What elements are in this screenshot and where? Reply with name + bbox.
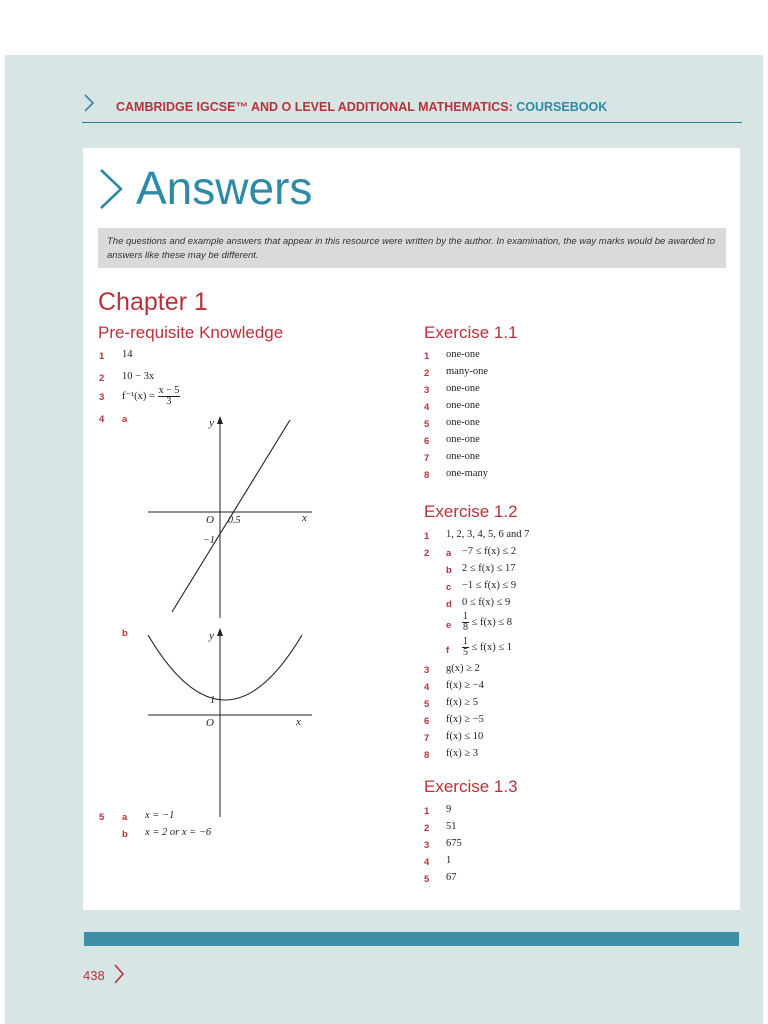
question-number: 7: [424, 733, 430, 744]
chapter-heading: Chapter 1: [98, 288, 208, 316]
answer-text: 10 − 3x: [122, 371, 155, 382]
y-axis-arrow-icon: [217, 628, 223, 636]
answer-text: 14: [122, 349, 133, 360]
answer-rest: ≤ f(x) ≤ 1: [471, 641, 513, 653]
fraction: [462, 612, 469, 633]
question-number: 7: [424, 453, 430, 464]
header-title: [116, 100, 607, 114]
y-intercept-label: 1: [210, 695, 215, 706]
header-title-accent: COURSEBOOK: [516, 100, 608, 114]
question-number: 4: [424, 857, 430, 868]
disclaimer-box: [98, 228, 726, 268]
fraction: [158, 386, 181, 407]
fraction-numerator: 1: [463, 636, 468, 647]
answer-text: f(x) ≥ 3: [446, 748, 479, 759]
question-number: 5: [99, 812, 105, 823]
answer-text: 9: [446, 804, 452, 815]
answer-text: [122, 386, 180, 407]
answer-text: 1: [446, 855, 452, 866]
answer-text: 67: [446, 872, 457, 883]
question-number: 8: [424, 750, 430, 761]
answer-text: one-one: [446, 417, 480, 428]
chevron-right-icon: [82, 92, 96, 114]
question-number: 2: [424, 823, 430, 834]
page-number: 438: [83, 968, 105, 983]
answer-text: f(x) ≥ −4: [446, 680, 484, 691]
part-label: d: [446, 599, 452, 610]
question-number: 6: [424, 716, 430, 727]
answer-text: f(x) ≥ −5: [446, 714, 484, 725]
chevron-right-icon: [96, 166, 126, 212]
answer-text: −1 ≤ f(x) ≤ 9: [462, 580, 517, 591]
origin-label: O: [206, 717, 214, 729]
footer-band: [84, 932, 739, 946]
part-label: a: [446, 548, 452, 559]
part-label: b: [122, 829, 128, 840]
answer-text: one-many: [446, 468, 488, 479]
part-label: a: [122, 812, 128, 823]
question-number: 8: [424, 470, 430, 481]
question-number: 4: [424, 402, 430, 413]
graph-b: [140, 625, 320, 820]
question-number: 1: [424, 351, 430, 362]
question-number: 5: [424, 874, 430, 885]
answer-text: 0 ≤ f(x) ≤ 9: [462, 597, 511, 608]
answer-text: [462, 637, 512, 658]
answer-text: 1, 2, 3, 4, 5, 6 and 7: [446, 529, 530, 540]
question-number: 2: [424, 548, 430, 559]
answer-text: 51: [446, 821, 457, 832]
graph-curve: [148, 635, 302, 700]
fraction: [462, 637, 469, 658]
x-axis-label: x: [302, 512, 307, 524]
question-number: 3: [99, 392, 105, 403]
question-number: 5: [424, 699, 430, 710]
answer-text: one-one: [446, 383, 480, 394]
y-axis-label: y: [209, 630, 214, 642]
answer-text: many-one: [446, 366, 488, 377]
page-title-text: Answers: [136, 162, 313, 214]
answer-text: f(x) ≤ 10: [446, 731, 484, 742]
x-intercept-label: 0.5: [228, 515, 241, 526]
prereq-heading: Pre-requisite Knowledge: [98, 323, 284, 342]
y-axis-arrow-icon: [217, 416, 223, 424]
answer-text: f(x) ≥ 5: [446, 697, 479, 708]
question-number: 4: [424, 682, 430, 693]
exercise-1-1-heading: Exercise 1.1: [424, 323, 518, 342]
answer-text: 675: [446, 838, 462, 849]
question-number: 5: [424, 419, 430, 430]
answer-text: −7 ≤ f(x) ≤ 2: [462, 546, 517, 557]
answer-text: one-one: [446, 451, 480, 462]
answer-text: x = −1: [145, 810, 175, 821]
question-number: 2: [99, 373, 105, 384]
question-number: 2: [424, 368, 430, 379]
question-number: 4: [99, 414, 105, 425]
answer-text: one-one: [446, 400, 480, 411]
question-number: 1: [424, 806, 430, 817]
fraction-denominator: 3: [166, 396, 172, 407]
part-label: f: [446, 645, 450, 656]
part-label: c: [446, 582, 452, 593]
answer-text: g(x) ≥ 2: [446, 663, 480, 674]
chevron-right-icon: [112, 962, 126, 986]
part-label: e: [446, 620, 452, 631]
answer-prefix: f⁻¹(x) =: [122, 390, 155, 402]
question-number: 3: [424, 840, 430, 851]
fraction-denominator: 8: [463, 622, 468, 633]
origin-label: O: [206, 514, 214, 526]
part-label: a: [122, 414, 128, 425]
exercise-1-3-heading: Exercise 1.3: [424, 777, 518, 796]
question-number: 1: [424, 531, 430, 542]
question-number: 3: [424, 385, 430, 396]
fraction-numerator: 1: [463, 611, 468, 622]
fraction-numerator: x − 5: [158, 385, 180, 396]
answer-text: 2 ≤ f(x) ≤ 17: [462, 563, 516, 574]
answer-text: [462, 612, 512, 633]
part-label: b: [446, 565, 452, 576]
answer-rest: ≤ f(x) ≤ 8: [471, 616, 513, 628]
answer-text: one-one: [446, 434, 480, 445]
exercise-1-2-heading: Exercise 1.2: [424, 502, 518, 521]
header-title-main: CAMBRIDGE IGCSE™ AND O LEVEL ADDITIONAL MATHEMATICS:: [116, 100, 513, 114]
question-number: 1: [99, 351, 105, 362]
disclaimer-text: The questions and example answers that appear in this resource were written by the author. In examination, the way marks would be awarded to answers like these may be different.: [107, 236, 715, 261]
answer-text: one-one: [446, 349, 480, 360]
running-header: [82, 92, 742, 123]
fraction-denominator: 5: [463, 647, 468, 658]
answer-text: x = 2 or x = −6: [145, 827, 212, 838]
graph-a: [140, 410, 320, 620]
x-axis-label: x: [296, 716, 301, 728]
y-intercept-label: −1: [203, 535, 215, 546]
part-label: b: [122, 628, 128, 639]
question-number: 6: [424, 436, 430, 447]
question-number: 3: [424, 665, 430, 676]
y-axis-label: y: [209, 417, 214, 429]
